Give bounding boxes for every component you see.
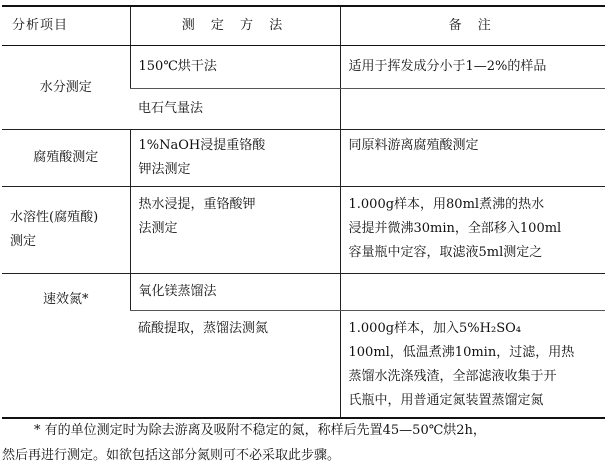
item-water-soluble [2,187,130,274]
footnote-line1: * 有的单位测定时为除去游离及吸附不稳定的氮，称样后先置45—50℃烘2h， [34,423,486,438]
note-available-n-1 [340,274,605,311]
note-moisture-2 [340,89,605,130]
method-mgo: 氧化镁蒸馏法 [130,274,340,311]
item-humic: 腐殖酸测定 [2,130,130,187]
note-available-n-2 [340,311,605,419]
method-water-soluble-line2: 法测定 [138,221,178,236]
table-row [2,187,605,274]
note-available-n-line3: 蒸馏水洗涤残渣，全部滤液收集于开 [348,369,557,384]
method-carbide: 电石气量法 [130,89,340,130]
table-header-row [2,6,605,46]
method-water-soluble-line1: 热水浸提，重铬酸钾 [138,197,256,212]
method-oven-dry: 150℃烘干法 [130,46,340,89]
note-available-n-line1: 1.000g样本，加入5%H₂SO₄ [348,321,521,336]
note-available-n-line4: 氏瓶中，用普通定氮装置蒸馏定氮 [348,393,544,408]
item-moisture: 水分测定 [2,46,130,130]
analysis-table [2,5,605,419]
method-h2so4: 硫酸提取，蒸馏法测氮 [130,311,340,419]
header-item: 分析项目 [2,6,130,46]
method-water-soluble [130,187,340,274]
note-water-soluble [340,187,605,274]
item-available-n: 速效氮* [2,274,130,419]
method-humic-line1: 1%NaOH浸提重铬酸 [138,138,266,153]
item-water-soluble-line2: 测定 [10,234,37,249]
note-water-soluble-line3: 容量瓶中定容，取滤液5ml测定之 [348,245,543,260]
note-available-n-line2: 100ml，低温煮沸10min，过滤，用热 [348,345,575,360]
note-water-soluble-line1: 1.000g样本，用80ml煮沸的热水 [348,197,545,212]
note-water-soluble-line2: 浸提并微沸30min，全部移入100ml [348,221,562,236]
header-note: 备 注 [340,6,605,46]
method-humic-line2: 钾法测定 [138,162,191,177]
header-method: 测 定 方 法 [130,6,340,46]
table-row [2,46,605,89]
method-humic [130,130,340,187]
table-row [2,274,605,311]
table-row [2,130,605,187]
note-moisture-1: 适用于挥发成分小于1—2%的样品 [340,46,605,89]
item-water-soluble-line1: 水溶性(腐殖酸) [10,210,99,225]
note-humic: 同原料游离腐殖酸测定 [340,130,605,187]
footnote [2,418,605,468]
footnote-line2: 然后再进行测定。如欲包括这部分氮则可不必采取此步骤。 [2,448,341,463]
